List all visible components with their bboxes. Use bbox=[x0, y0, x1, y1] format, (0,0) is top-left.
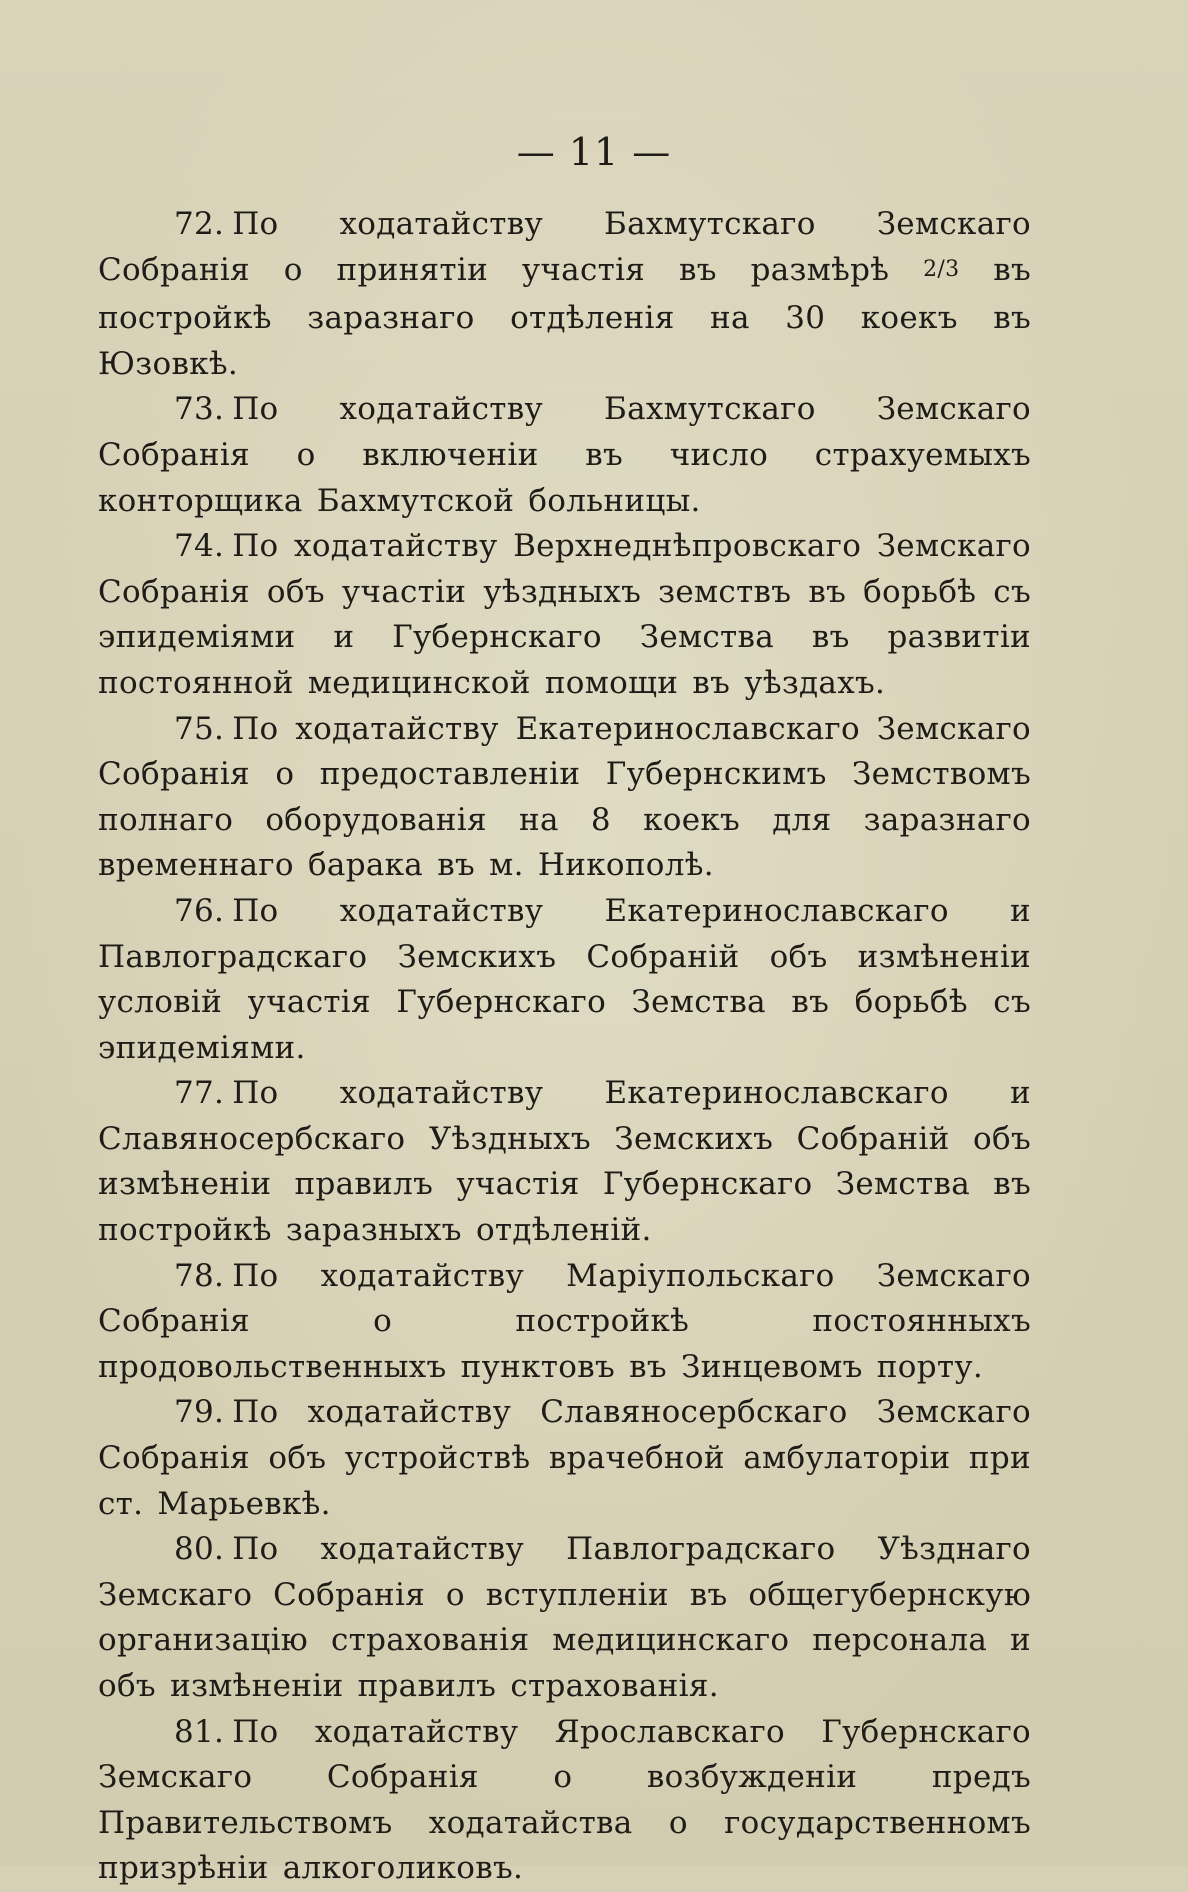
item-number: 79. bbox=[174, 1394, 225, 1431]
list-item-77 bbox=[98, 1071, 1031, 1253]
list-item-80 bbox=[98, 1527, 1031, 1709]
item-text: По ходатайству Верхнеднѣпровскаго Земскаго Собранія объ участіи уѣздныхъ земствъ въ борьбѣ съ эпидеміями и Губернскаго Земства въ развитіи постоянной медицинской помощи въ уѣздахъ. bbox=[98, 528, 1031, 701]
list-item-79 bbox=[98, 1390, 1031, 1527]
list-item-73 bbox=[98, 387, 1031, 524]
item-text: По ходатайству Екатеринославскаго Земскаго Собранія о предоставленіи Губернскимъ Земствомъ полнаго оборудованія на 8 коекъ для заразнаго временнаго барака въ м. Никополѣ. bbox=[98, 710, 1031, 884]
item-text: По ходатайству Славяносербскаго Земскаго Собранія объ устройствѣ врачебной амбулаторіи при ст. Марьевкѣ. bbox=[98, 1394, 1031, 1522]
item-list bbox=[98, 202, 1031, 1892]
item-number: 73. bbox=[174, 391, 225, 428]
item-number: 74. bbox=[174, 528, 225, 565]
list-item-81 bbox=[98, 1710, 1031, 1892]
item-text: По ходатайству Бахмутскаго Земскаго Собранія о принятіи участія въ размѣрѣ bbox=[98, 206, 1031, 288]
list-item-74 bbox=[98, 524, 1031, 706]
item-text: По ходатайству Павлоградскаго Уѣзднаго Земскаго Собранія о вступленіи въ общегубернскую организацію страхованія медицинскаго персонала и объ измѣненіи правилъ страхованія. bbox=[98, 1531, 1031, 1704]
item-number: 81. bbox=[174, 1713, 225, 1750]
item-number: 80. bbox=[174, 1531, 225, 1568]
page-number: — 11 — bbox=[516, 130, 672, 174]
item-text-continued: въ постройкѣ заразнаго отдѣленія на 30 коекъ въ Юзовкѣ. bbox=[98, 251, 1031, 382]
item-number: 75. bbox=[174, 710, 225, 747]
item-text: По ходатайству Маріупольскаго Земскаго Собранія о постройкѣ постоянныхъ продовольственныхъ пунктовъ въ Зинцевомъ порту. bbox=[98, 1257, 1031, 1385]
item-number: 76. bbox=[174, 892, 225, 929]
list-item-76 bbox=[98, 889, 1031, 1071]
fraction: 2/3 bbox=[923, 256, 960, 282]
item-number: 77. bbox=[174, 1075, 225, 1112]
item-text: По ходатайству Екатеринославскаго и Павлоградскаго Земскихъ Собраній объ измѣненіи условій участія Губернскаго Земства въ борьбѣ съ эпидеміями. bbox=[98, 892, 1031, 1066]
item-number: 78. bbox=[174, 1257, 225, 1294]
list-item-78 bbox=[98, 1254, 1031, 1391]
item-text: По ходатайству Ярославскаго Губернскаго Земскаго Собранія о возбужденіи предъ Правительствомъ ходатайства о государственномъ призрѣніи алкоголиковъ. bbox=[98, 1713, 1031, 1887]
list-item-75 bbox=[98, 707, 1031, 889]
item-text: По ходатайству Екатеринославскаго и Славяносербскаго Уѣздныхъ Земскихъ Собраній объ измѣненіи правилъ участія Губернскаго Земства въ постройкѣ заразныхъ отдѣленій. bbox=[98, 1075, 1031, 1249]
item-text: По ходатайству Бахмутскаго Земскаго Собранія о включеніи въ число страхуемыхъ конторщика Бахмутской больницы. bbox=[98, 391, 1031, 519]
list-item-72 bbox=[98, 202, 1031, 387]
item-number: 72. bbox=[174, 206, 225, 242]
